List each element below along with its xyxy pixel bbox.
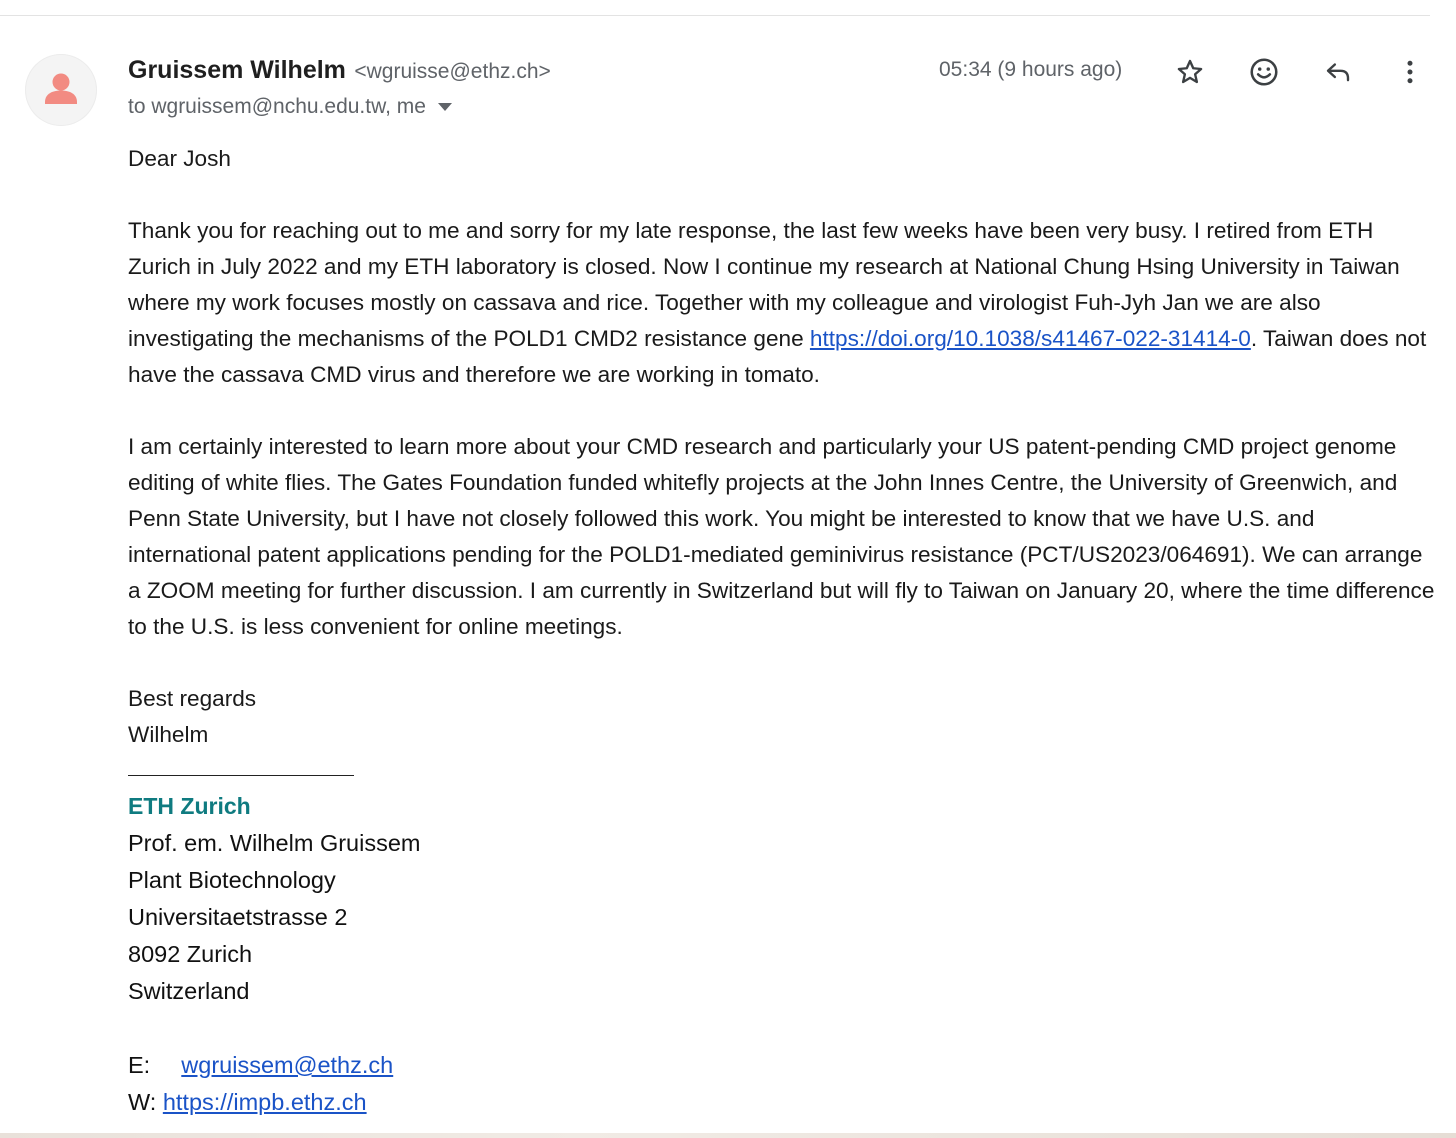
paragraph-1-text: Thank you for reaching out to me and sorry for my late response, the last few weeks have been very busy. I retired from ETH Zurich in July 2022 and my ETH laboratory is closed. Now I continue my research at National Chung Hsing University in Taiwan where my work focuses mostly on cassava and rice. Together with my colleague and virologist Fuh-Jyh Jan we are also investigating the mechanisms of the POLD1 CMD2 resistance gene xyxy=(128,218,1400,351)
sender-line xyxy=(128,56,551,85)
sender-email: <wgruisse@ethz.ch> xyxy=(354,60,551,83)
signature-line: 8092 Zurich xyxy=(128,941,253,967)
paragraph-2: I am certainly interested to learn more about your CMD research and particularly your US patent-pending CMD project genome editing of white flies. The Gates Foundation funded whitefly projects at the John Innes Centre, the University of Greenwich, and Penn State University, but I have not closely followed this work. You might be interested to know that we have U.S. and international patent applications pending for the POLD1-mediated geminivirus resistance (PCT/US2023/064691). We can arrange a ZOOM meeting for further discussion. I am currently in Switzerland but will fly to Taiwan on January 20, where the time difference to the U.S. is less convenient for online meetings. xyxy=(128,434,1435,639)
more-options-button[interactable] xyxy=(1390,52,1430,92)
message-body xyxy=(128,141,1438,1121)
chevron-down-icon[interactable] xyxy=(438,103,452,111)
signature-line: Universitaetstrasse 2 xyxy=(128,904,348,930)
web-label: W: xyxy=(128,1089,157,1115)
signature-org: ETH Zurich xyxy=(128,793,251,819)
message-timestamp: 05:34 (9 hours ago) xyxy=(939,58,1123,81)
more-vertical-icon xyxy=(1395,57,1425,87)
greeting: Dear Josh xyxy=(128,146,231,171)
sender-name[interactable]: Gruissem Wilhelm xyxy=(128,56,346,84)
email-label: E: xyxy=(128,1052,151,1078)
bottom-edge xyxy=(0,1133,1456,1138)
signature-line: Plant Biotechnology xyxy=(128,867,336,893)
doi-link[interactable]: https://doi.org/10.1038/s41467-022-31414-0 xyxy=(809,326,1251,351)
reply-button[interactable] xyxy=(1318,52,1358,92)
paragraph-1-tail: . Taiwan does not have the cassava CMD virus and therefore we are working in tomato. xyxy=(128,326,1427,387)
signature-email-link[interactable]: wgruissem@ethz.ch xyxy=(181,1052,394,1078)
closing: Best regards xyxy=(128,686,257,711)
recipients-line xyxy=(128,95,452,119)
smiley-icon xyxy=(1248,56,1280,88)
star-button[interactable] xyxy=(1170,52,1210,92)
signature-line: Prof. em. Wilhelm Gruissem xyxy=(128,830,421,856)
sender-avatar[interactable] xyxy=(25,54,97,126)
signature-web-link[interactable]: https://impb.ethz.ch xyxy=(162,1089,367,1115)
top-divider xyxy=(0,15,1430,16)
signature-web-row xyxy=(128,1084,1438,1121)
star-icon xyxy=(1175,57,1205,87)
signature-divider xyxy=(128,775,354,776)
add-reaction-button[interactable] xyxy=(1244,52,1284,92)
reply-icon xyxy=(1323,57,1353,87)
closing-name: Wilhelm xyxy=(128,722,209,747)
person-icon xyxy=(25,54,97,126)
signature-line: Switzerland xyxy=(128,978,250,1004)
paragraph-1 xyxy=(128,213,1438,393)
recipients-text: to wgruissem@nchu.edu.tw, me xyxy=(128,95,426,118)
signature-email-row xyxy=(128,1047,1438,1084)
